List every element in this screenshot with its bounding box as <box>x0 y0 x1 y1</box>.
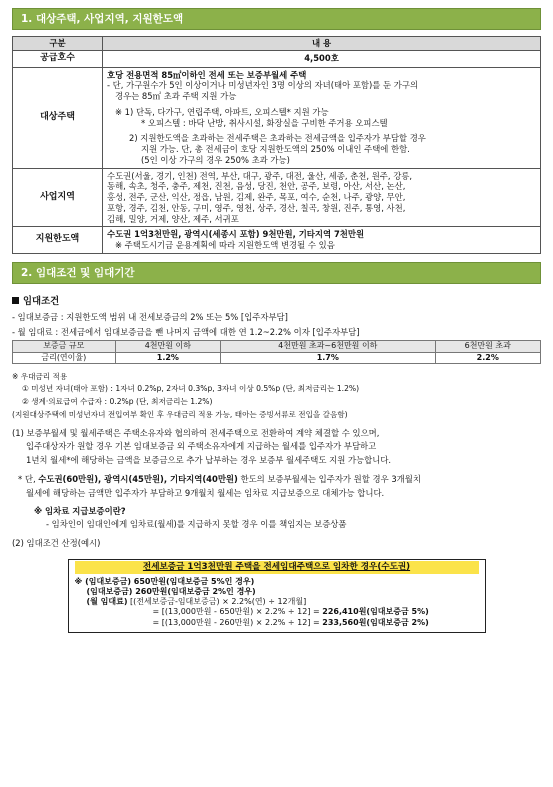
square-bullet-icon <box>12 297 19 304</box>
rate-value-row <box>13 352 541 363</box>
guarantee-answer: - 임차인이 임대인에게 임차료(월세)를 지급하지 못할 경우 이를 책임지는 보증상품 <box>46 519 347 530</box>
header-content: 내 용 <box>103 37 541 51</box>
supply-label: 공급호수 <box>13 51 103 68</box>
rate-header-0: 보증금 규모 <box>13 341 116 352</box>
target-line-2: - 단, 가구원수가 5인 이상이거나 미성년자인 3명 이상의 자녀(태아 포함)를 둔 가구의 <box>107 80 419 91</box>
rate-row-label: 금리(연이율) <box>13 352 116 363</box>
guarantee-question: ※ 임차료 지급보증이란? <box>34 506 126 517</box>
preference-1: ① 미성년 자녀(태아 포함) : 1자녀 0.2%p, 2자녀 0.3%p, 3자녀 이상 0.5%p (단, 최저금리는 1.2%) <box>22 384 360 394</box>
example-row-4: = [(13,000만원 - 650만원) × 2.2% ÷ 12] = 226,410원(임대보증금 5%) <box>152 607 429 617</box>
preference-title: ※ 우대금리 적용 <box>12 371 68 381</box>
example-box <box>68 559 486 633</box>
region-line-3: 홍성, 전주, 군산, 익산, 정읍, 남원, 김제, 완주, 목포, 여수, 순천, 나주, 광양, 무안, <box>107 192 406 203</box>
target-note-2c: (5인 이상 가구의 경우 250% 초과 가능) <box>141 154 290 165</box>
rate-header-row <box>13 341 541 352</box>
region-line-1: 수도권(서울, 경기, 인천) 전역, 부산, 대구, 광주, 대전, 울산, 세종, 춘천, 원주, 강릉, <box>107 170 413 181</box>
region-line-5: 김해, 밀양, 거제, 양산, 제주, 서귀포 <box>107 213 239 224</box>
example-row-5: = [(13,000만원 - 260만원) × 2.2% ÷ 12] = 233,560원(임대보증금 2%) <box>152 617 429 627</box>
region-line-2: 동해, 속초, 청주, 충주, 제천, 진천, 음성, 당진, 천안, 공주, 보령, 아산, 서산, 논산, <box>107 181 406 192</box>
rate-value-0: 1.2% <box>115 352 220 363</box>
paragraph-1-line-2: 입주대상자가 원할 경우 기본 임대보증금 외 주택소유자에게 지급하는 월세를 입주자가 부담하고 <box>26 441 377 452</box>
rental-conditions-title: 임대조건 <box>12 296 541 308</box>
target-line-3: 경우는 85㎡ 초과 주택 지원 가능 <box>115 91 237 102</box>
section-1-header: 1. 대상주택, 사업지역, 지원한도액 <box>12 8 541 30</box>
example-row-3: (월 임대료) [(전세보증금-임대보증금) × 2.2%(연) ÷ 12개월] <box>86 597 307 607</box>
rate-table <box>12 340 541 363</box>
table-header-row <box>13 37 541 51</box>
supply-row <box>13 51 541 68</box>
limit-label: 지원한도액 <box>13 227 103 254</box>
example-title: 전세보증금 1억3천만원 주택을 전세임대주택으로 임차한 경우(수도권) <box>75 561 479 574</box>
preference-2: ② 생계·의료급여 수급자 : 0.2%p (단, 최저금리는 1.2%) <box>22 397 213 407</box>
preference-3: (지원대상주택에 미성년자녀 전입여부 확인 후 우대금리 적용 가능, 태아는 증빙서류로 전입을 갈음함) <box>12 409 348 419</box>
target-line-1: 호당 전용면적 85㎡이하인 전세 또는 보증부월세 주택 <box>107 69 307 80</box>
rent-line: - 월 임대료 : 전세금에서 임대보증금을 뺀 나머지 금액에 대한 연 1.2~2.2% 이자 [입주자부담] <box>12 326 360 337</box>
header-category: 구분 <box>13 37 103 51</box>
target-row <box>13 67 541 168</box>
example-row-2: (임대보증금) 260만원(임대보증금 2%인 경우) <box>86 586 256 596</box>
example-row-1: ※ (임대보증금) 650만원(임대보증금 5%인 경우) <box>74 576 255 586</box>
rate-value-2: 2.2% <box>435 352 541 363</box>
target-note-1: ※ 1) 단독, 다가구, 연립주택, 아파트, 오피스텔* 지원 가능 <box>115 106 329 117</box>
footnote-line-2: 월세에 해당하는 금액만 입주자가 부담하고 9개월치 월세는 임차료 지급보증으로 대체가능 합니다. <box>26 487 385 498</box>
rate-value-1: 1.7% <box>221 352 435 363</box>
target-note-2b: 지원 가능. 단, 총 전세금이 호당 지원한도액의 250% 이내인 주택에 한함. <box>141 144 410 155</box>
rate-header-3: 6천만원 초과 <box>435 341 541 352</box>
limit-line-1: 수도권 1억3천만원, 광역시(세종시 포함) 9천만원, 기타지역 7천만원 <box>107 229 365 240</box>
paragraph-2: (2) 임대조건 산정(예시) <box>12 537 101 548</box>
paragraph-1-line-1: (1) 보증부월세 및 월세주택은 주택소유자와 협의하여 전세주택으로 전환하여 계약 체결할 수 있으며, <box>12 427 380 438</box>
rate-header-2: 4천만원 초과~6천만원 이하 <box>221 341 435 352</box>
target-note-2a: 2) 지원한도액을 초과하는 전세주택은 초과하는 전세금액을 입주자가 부담할 경우 <box>129 133 426 144</box>
housing-info-table <box>12 36 541 254</box>
target-note-1b: * 오피스텔 : 바닥 난방, 취사시설, 화장실을 구비한 주거용 오피스텔 <box>141 117 388 128</box>
region-content <box>103 168 541 227</box>
target-label: 대상주택 <box>13 67 103 168</box>
rate-header-1: 4천만원 이하 <box>115 341 220 352</box>
deposit-line: - 임대보증금 : 지원한도액 범위 내 전세보증금의 2% 또는 5% [입주자부담] <box>12 311 288 322</box>
target-content <box>103 67 541 168</box>
limit-content <box>103 227 541 254</box>
paragraph-1-line-3: 1년치 월세*에 해당하는 금액을 보증금으로 추가 납부하는 경우 보증부 월세주택도 지원 가능합니다. <box>26 455 392 466</box>
region-row <box>13 168 541 227</box>
limit-line-2: ※ 주택도시기금 운용계획에 따라 지원한도액 변경될 수 있음 <box>115 240 335 251</box>
footnote-line-1: * 단, 수도권(60만원), 광역시(45만원), 기타지역(40만원) 한도의 보증부월세는 입주자가 원할 경우 3개월치 <box>18 473 421 484</box>
region-label: 사업지역 <box>13 168 103 227</box>
supply-value: 4,500호 <box>103 51 541 68</box>
section-2-header: 2. 임대조건 및 임대기간 <box>12 262 541 284</box>
region-line-4: 포항, 경주, 김천, 안동, 구미, 영주, 영천, 상주, 경산, 칠곡, 창원, 진주, 통영, 사천, <box>107 202 406 213</box>
limit-row <box>13 227 541 254</box>
